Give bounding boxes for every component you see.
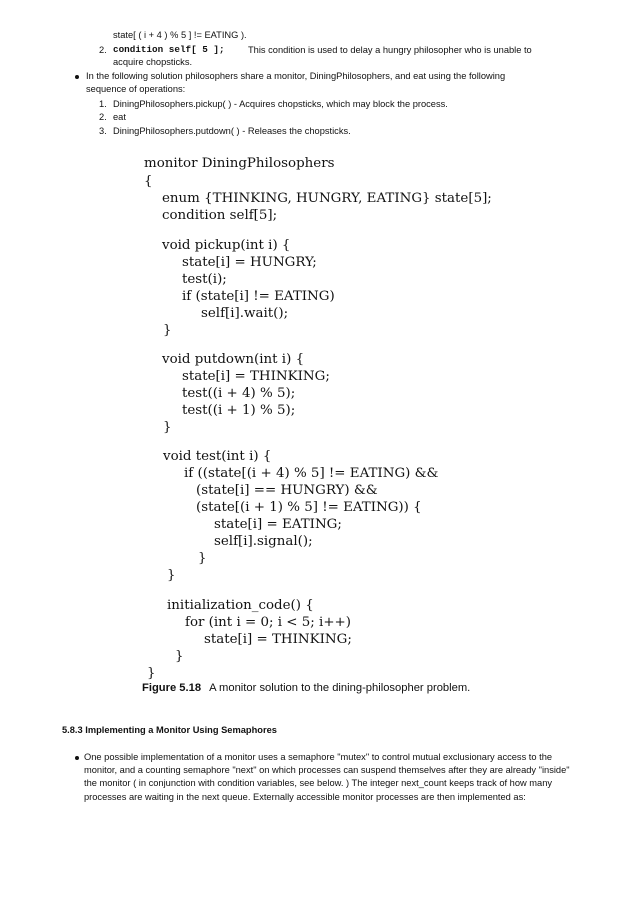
code-line: } — [167, 568, 176, 583]
code-line: void putdown(int i) { — [162, 352, 305, 367]
code-line: } — [198, 551, 207, 566]
code-line: (state[i] == HUNGRY) && — [196, 483, 378, 498]
code-line: test(i); — [182, 272, 227, 287]
code-line: monitor DiningPhilosophers — [144, 156, 335, 171]
section-paragraph: One possible implementation of a monitor uses a semaphore "mutex" to control mutual exclusionary access to the monitor, and a counting semaphore "next" on which processes can suspend themselves after they are already "inside" the monitor ( in conjunction with condition variables, see below. ) The integer next_count keeps track of how many processes are waiting in the next queue. Externally accessible monitor processes are then implemented as: — [84, 752, 570, 802]
code-line: if ((state[(i + 4) % 5] != EATING) && — [184, 466, 439, 481]
code-line: state[i] = HUNGRY; — [182, 255, 317, 270]
code-line: if (state[i] != EATING) — [182, 289, 335, 304]
item-text: This condition is used to delay a hungry philosopher who is unable to — [248, 45, 532, 55]
item-number: 2. — [99, 45, 107, 55]
code-line: } — [163, 420, 172, 435]
code-line: state[i] = THINKING; — [182, 369, 330, 384]
code-line: void pickup(int i) { — [162, 238, 291, 253]
figure-label: Figure 5.18 — [142, 682, 202, 694]
op-number: 3. — [99, 126, 107, 136]
continuation-text: state[ ( i + 4 ) % 5 ] != EATING ). — [113, 30, 247, 40]
code-line: self[i].signal(); — [214, 534, 313, 549]
bullet-dot — [75, 756, 79, 760]
code-line: condition self[5]; — [162, 208, 278, 223]
item-text-continued: acquire chopsticks. — [113, 57, 193, 67]
code-line: test((i + 1) % 5); — [182, 403, 296, 418]
section-heading: 5.8.3 Implementing a Monitor Using Semaphores — [62, 725, 277, 735]
op-number: 1. — [99, 99, 107, 109]
code-line: } — [147, 666, 156, 681]
figure-caption-text: A monitor solution to the dining-philosopher problem. — [209, 682, 471, 694]
code-line: self[i].wait(); — [201, 306, 289, 321]
code-line: test((i + 4) % 5); — [182, 386, 296, 401]
inline-code: condition self[ 5 ]; — [113, 44, 225, 55]
bullet-text: In the following solution philosophers share a monitor, DiningPhilosophers, and eat using the following — [86, 71, 506, 81]
code-line: initialization_code() { — [167, 598, 314, 613]
code-line: { — [144, 174, 153, 189]
code-line: state[i] = THINKING; — [204, 632, 352, 647]
code-line: enum {THINKING, HUNGRY, EATING} state[5]; — [162, 191, 492, 206]
code-line: } — [163, 323, 172, 338]
op-text: DiningPhilosophers.putdown( ) - Releases the chopsticks. — [113, 126, 351, 136]
code-line: } — [175, 649, 184, 664]
code-line: for (int i = 0; i < 5; i++) — [185, 615, 351, 630]
figure-caption — [142, 682, 470, 694]
code-line: (state[(i + 1) % 5] != EATING)) { — [196, 500, 422, 515]
op-text: eat — [113, 112, 126, 122]
code-line: state[i] = EATING; — [214, 517, 342, 532]
op-text: DiningPhilosophers.pickup( ) - Acquires chopsticks, which may block the process. — [113, 99, 448, 109]
op-number: 2. — [99, 112, 107, 122]
bullet-text-continued: sequence of operations: — [86, 84, 186, 94]
code-line: void test(int i) { — [163, 449, 272, 464]
